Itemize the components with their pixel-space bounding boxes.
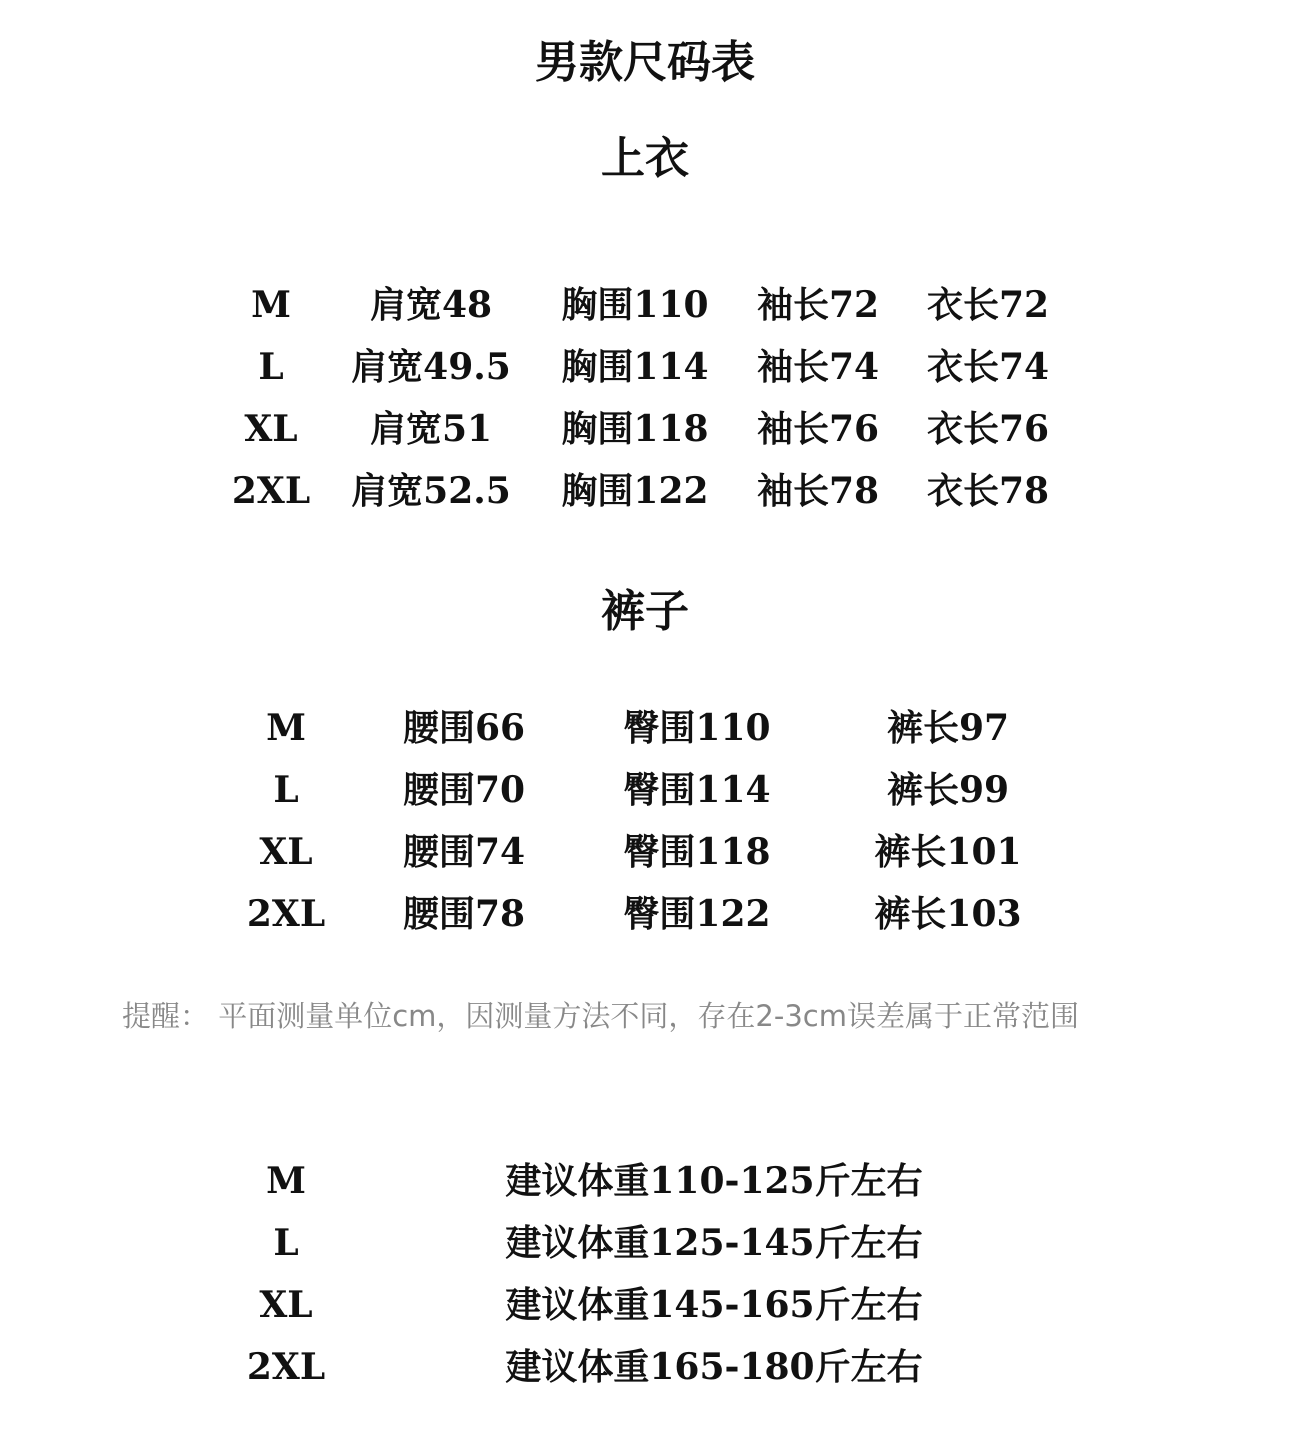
pants-row [0,827,1290,877]
page-title: 男款尺码表 [535,37,755,88]
weight-advice: 建议体重125-145斤左右 [505,1222,923,1264]
weight-row [0,1156,1290,1206]
size-label: 2XL [246,893,326,935]
pants-length: 裤长101 [874,831,1022,873]
size-label: M [266,707,306,749]
pants-heading: 裤子 [601,586,689,637]
hip-circumference: 臀围122 [623,893,771,935]
sleeve-length: 袖长74 [756,346,880,388]
weight-row [0,1218,1290,1268]
chest-circumference: 胸围114 [561,346,709,388]
chest-circumference: 胸围118 [561,408,709,450]
sleeve-length: 袖长76 [756,408,880,450]
garment-length: 衣长74 [926,346,1050,388]
shoulder-width: 肩宽52.5 [351,470,511,512]
pants-row [0,703,1290,753]
sleeve-length: 袖长78 [756,470,880,512]
pants-row [0,889,1290,939]
garment-length: 衣长76 [926,408,1050,450]
measurement-note: 提醒： 平面测量单位cm，因测量方法不同，存在2-3cm误差属于正常范围 [122,999,1079,1033]
shoulder-width: 肩宽48 [369,284,493,326]
tops-row [0,404,1290,454]
waist-circumference: 腰围78 [402,893,526,935]
garment-length: 衣长78 [926,470,1050,512]
shoulder-width: 肩宽51 [369,408,493,450]
waist-circumference: 腰围70 [402,769,526,811]
size-label: 2XL [246,1346,326,1388]
size-label: 2XL [231,470,311,512]
sleeve-length: 袖长72 [756,284,880,326]
pants-row [0,765,1290,815]
size-label: XL [259,831,313,873]
tops-row [0,280,1290,330]
size-label: XL [244,408,298,450]
hip-circumference: 臀围110 [623,707,771,749]
tops-row [0,342,1290,392]
chest-circumference: 胸围110 [561,284,709,326]
shoulder-width: 肩宽49.5 [351,346,511,388]
size-label: L [273,769,299,811]
pants-length: 裤长103 [874,893,1022,935]
hip-circumference: 臀围114 [623,769,771,811]
weight-advice: 建议体重110-125斤左右 [505,1160,923,1202]
weight-row [0,1342,1290,1392]
waist-circumference: 腰围74 [402,831,526,873]
chest-circumference: 胸围122 [561,470,709,512]
size-label: M [251,284,291,326]
garment-length: 衣长72 [926,284,1050,326]
size-label: M [266,1160,306,1202]
weight-advice: 建议体重165-180斤左右 [505,1346,923,1388]
tops-row [0,466,1290,516]
size-label: L [273,1222,299,1264]
pants-length: 裤长97 [886,707,1010,749]
size-label: XL [259,1284,313,1326]
weight-row [0,1280,1290,1330]
size-label: L [258,346,284,388]
pants-length: 裤长99 [886,769,1010,811]
hip-circumference: 臀围118 [623,831,771,873]
weight-advice: 建议体重145-165斤左右 [505,1284,923,1326]
waist-circumference: 腰围66 [402,707,526,749]
tops-heading: 上衣 [601,133,689,184]
